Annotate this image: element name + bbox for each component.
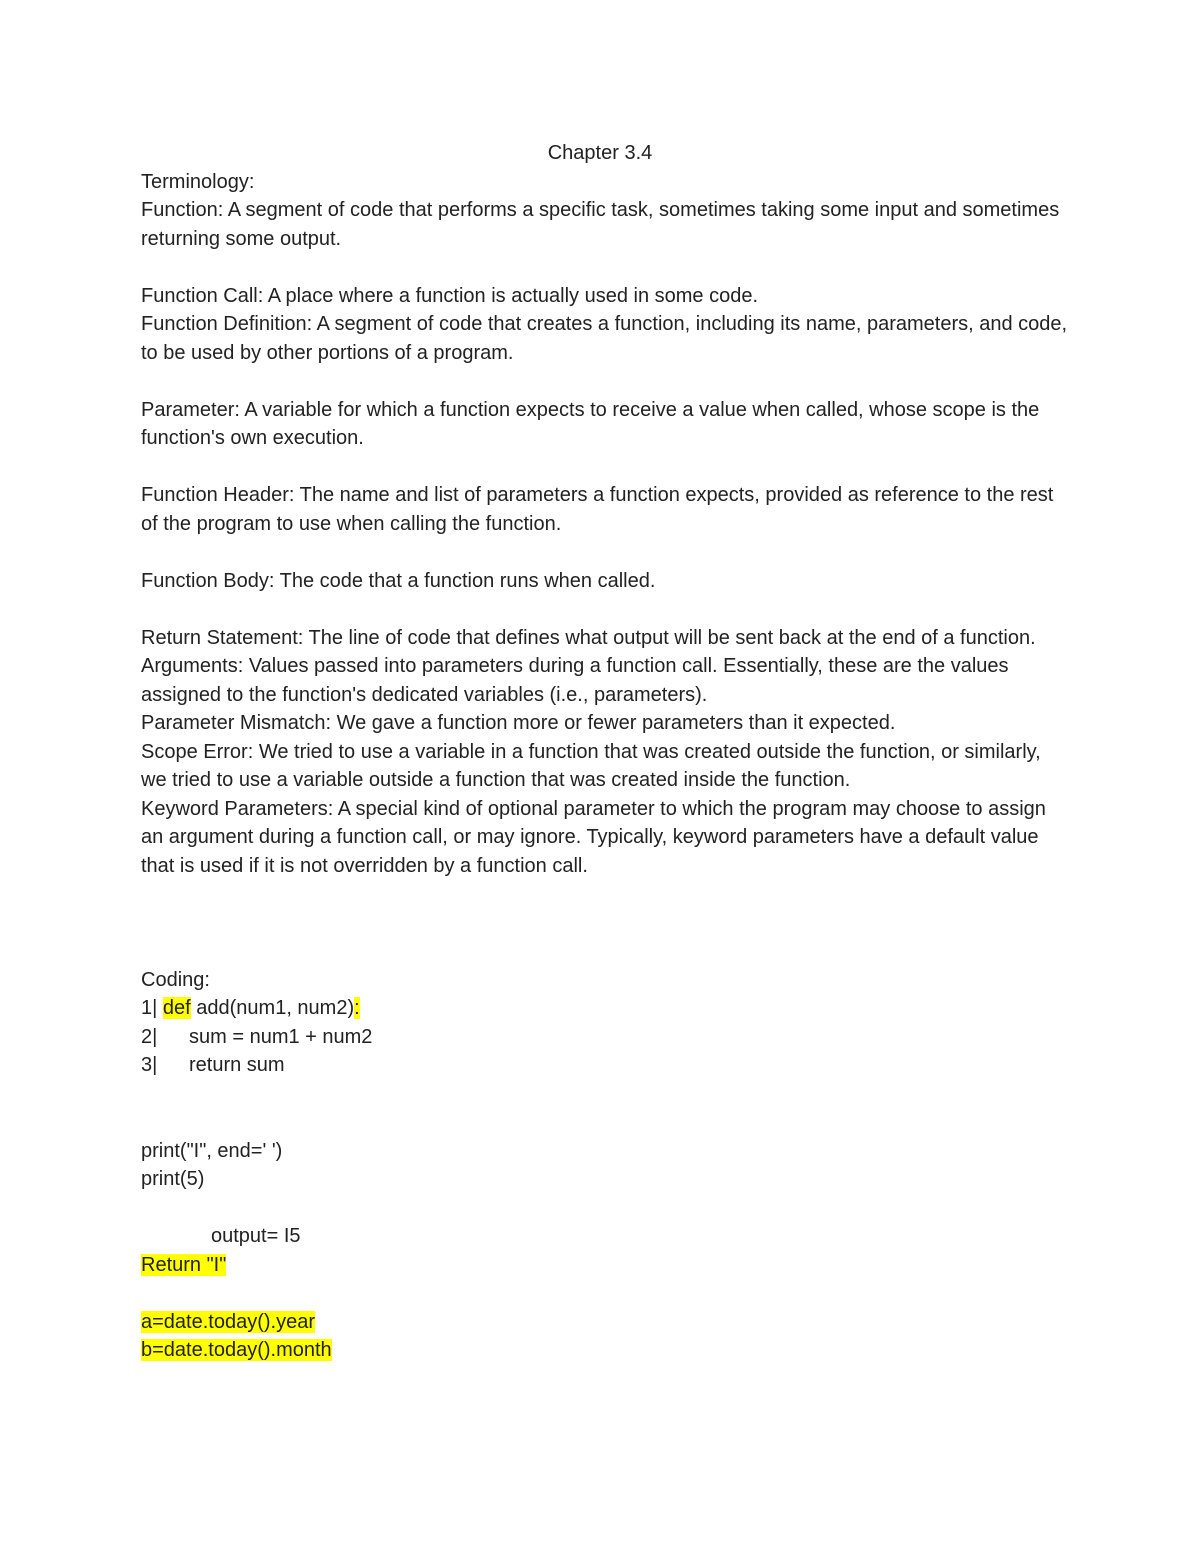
coding-heading: Coding: <box>141 968 210 991</box>
month-line: b=date.today().month <box>141 1339 332 1361</box>
term-function-call: Function Call: A place where a function is actually used in some code. <box>141 284 759 307</box>
term-function: Function: A segment of code that performs a specific task, sometimes taking some input and sometimes returning some output. <box>141 199 1060 250</box>
page-title: Chapter 3.4 <box>547 142 653 164</box>
terminology-heading: Terminology: <box>141 170 255 193</box>
code-text: return sum <box>189 1054 285 1076</box>
term-arguments: Arguments: Values passed into parameters during a function call. Essentially, these are the values assigned to the function's dedicated variables (i.e., parameters). <box>141 655 1009 706</box>
line-number: 2| <box>141 1025 158 1048</box>
code-line-1 <box>141 994 1071 1023</box>
colon: : <box>354 997 360 1019</box>
term-function-header: Function Header: The name and list of parameters a function expects, provided as reference to the rest of the program to use when calling the function. <box>141 484 1054 535</box>
year-line: a=date.today().year <box>141 1310 315 1333</box>
function-signature: add(num1, num2) <box>190 997 355 1019</box>
code-text: sum = num1 + num2 <box>189 1025 373 1048</box>
term-return-statement: Return Statement: The line of code that defines what output will be sent back at the end of a function. <box>141 626 1036 649</box>
output-line: output= I5 <box>211 1225 301 1247</box>
code-line-3 <box>141 1051 1071 1080</box>
term-keyword-parameters: Keyword Parameters: A special kind of optional parameter to which the program may choose to assign an argument during a function call, or may ignore. Typically, keyword parameters have a default value that is used if it is not overridden by a function call. <box>141 797 1046 877</box>
term-parameter-mismatch: Parameter Mismatch: We gave a function more or fewer parameters than it expected. <box>141 712 896 734</box>
term-function-body: Function Body: The code that a function runs when called. <box>141 569 656 592</box>
def-keyword: def <box>162 997 191 1019</box>
term-parameter: Parameter: A variable for which a function expects to receive a value when called, whose scope is the function's own execution. <box>141 398 1040 449</box>
return-line: Return "I" <box>141 1253 227 1276</box>
print-statement-1: print("I", end=' ') <box>141 1139 283 1162</box>
term-function-definition: Function Definition: A segment of code that creates a function, including its name, parameters, and code, to be used by other portions of a program. <box>141 313 1068 364</box>
line-number: 3| <box>141 1054 158 1076</box>
line-number: 1| <box>141 997 158 1019</box>
code-line-2 <box>141 1023 1071 1052</box>
print-statement-2: print(5) <box>141 1168 205 1190</box>
term-scope-error: Scope Error: We tried to use a variable in a function that was created outside the function, or similarly, we tried to use a variable outside a function that was created inside the function. <box>141 740 1041 791</box>
document-body <box>141 139 1071 1365</box>
